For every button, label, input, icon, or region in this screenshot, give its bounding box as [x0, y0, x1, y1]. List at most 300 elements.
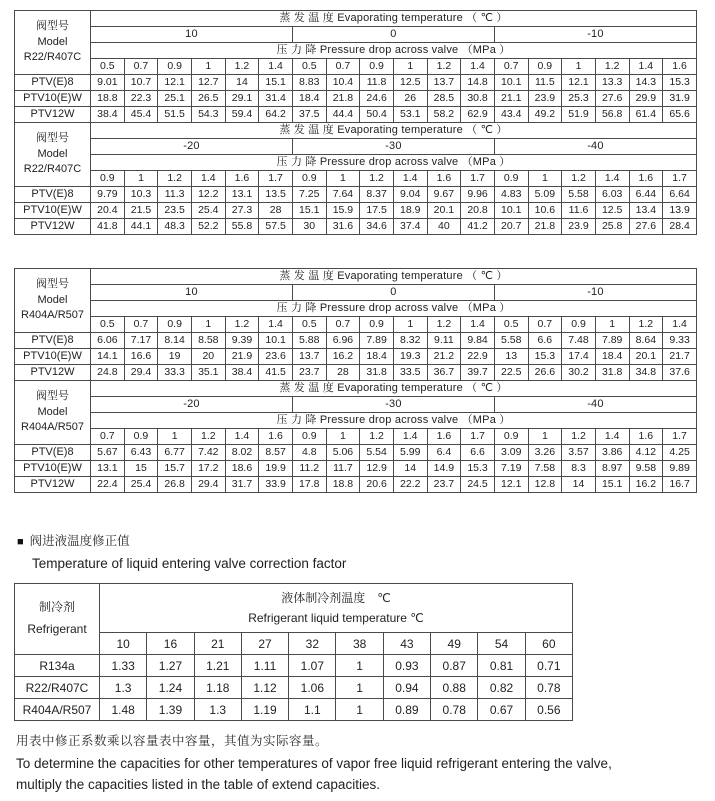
capacity-row: [15, 477, 697, 493]
capacity-value-cell: 29.4: [124, 365, 158, 381]
capacity-value-cell: 9.89: [663, 461, 697, 477]
row-label-cell: PTV10(E)W: [15, 349, 91, 365]
capacity-value-cell: 8.37: [360, 187, 394, 203]
evap-header-cell: 蒸 发 温 度 Evaporating temperature （ ℃ ）: [91, 123, 697, 139]
capacity-value-cell: 10.3: [124, 187, 158, 203]
model-cell: 阀型号 Model R404A/R507: [15, 381, 91, 445]
capacity-value-cell: 18.9: [393, 203, 427, 219]
correction-factor-cell: 0.87: [431, 655, 478, 677]
capacity-value-cell: 10.1: [494, 203, 528, 219]
header-row-evap: [15, 381, 697, 397]
capacity-value-cell: 17.8: [292, 477, 326, 493]
footer-note-en-line1: To determine the capacities for other temperatures of vapor free liquid refrigerant entering the valve,: [16, 756, 612, 771]
correction-factor-cell: 0.67: [478, 699, 525, 721]
capacity-value-cell: 16.2: [326, 349, 360, 365]
capacity-value-cell: 8.97: [595, 461, 629, 477]
pressure-header-cell: 压 力 降 Pressure drop across valve （MPa ）: [91, 301, 697, 317]
capacity-value-cell: 13.1: [91, 461, 125, 477]
capacity-value-cell: 9.79: [91, 187, 125, 203]
capacity-value-cell: 14.8: [461, 75, 495, 91]
pressure-values-row: [15, 429, 697, 445]
capacity-value-cell: 26.6: [528, 365, 562, 381]
correction-factor-cell: 1.11: [241, 655, 288, 677]
capacity-value-cell: 45.4: [124, 107, 158, 123]
pressure-value-cell: 1.7: [663, 429, 697, 445]
evap-temp-cell: 10: [91, 285, 293, 301]
capacity-value-cell: 8.58: [191, 333, 225, 349]
capacity-value-cell: 10.1: [494, 75, 528, 91]
capacity-table-r22-r407c: [14, 10, 697, 235]
capacity-value-cell: 7.17: [124, 333, 158, 349]
correction-factor-cell: 0.56: [525, 699, 572, 721]
pressure-header-cell: 压 力 降 Pressure drop across valve （MPa ）: [91, 43, 697, 59]
capacity-value-cell: 18.8: [326, 477, 360, 493]
capacity-value-cell: 8.3: [562, 461, 596, 477]
pressure-value-cell: 1: [191, 59, 225, 75]
capacity-value-cell: 5.88: [292, 333, 326, 349]
capacity-value-cell: 18.8: [91, 91, 125, 107]
liquid-temp-cell: 49: [431, 633, 478, 655]
capacity-value-cell: 37.6: [663, 365, 697, 381]
refrigerant-label-cell: R22/R407C: [15, 677, 100, 699]
capacity-value-cell: 18.4: [292, 91, 326, 107]
pressure-value-cell: 1.4: [259, 59, 293, 75]
pressure-value-cell: 1.4: [393, 171, 427, 187]
capacity-value-cell: 8.64: [629, 333, 663, 349]
capacity-value-cell: 6.06: [91, 333, 125, 349]
pressure-value-cell: 1.4: [595, 171, 629, 187]
pressure-value-cell: 1.6: [427, 171, 461, 187]
correction-factor-cell: 1.3: [100, 677, 147, 699]
liquid-temp-cell: 32: [289, 633, 336, 655]
capacity-value-cell: 20.4: [91, 203, 125, 219]
capacity-value-cell: 27.3: [225, 203, 259, 219]
capacity-value-cell: 26: [393, 91, 427, 107]
capacity-value-cell: 11.5: [528, 75, 562, 91]
header-row-temps: [15, 27, 697, 43]
capacity-value-cell: 21.8: [528, 219, 562, 235]
capacity-row: [15, 91, 697, 107]
capacity-value-cell: 33.3: [158, 365, 192, 381]
correction-row: [15, 699, 573, 721]
header-row-evap: [15, 11, 697, 27]
pressure-value-cell: 0.9: [528, 59, 562, 75]
capacity-value-cell: 6.6: [461, 445, 495, 461]
capacity-value-cell: 8.14: [158, 333, 192, 349]
capacity-value-cell: 6.77: [158, 445, 192, 461]
correction-factor-cell: 1.48: [100, 699, 147, 721]
pressure-values-row: [15, 59, 697, 75]
capacity-value-cell: 7.42: [191, 445, 225, 461]
capacity-row: [15, 445, 697, 461]
capacity-value-cell: 13: [494, 349, 528, 365]
capacity-value-cell: 10.6: [528, 203, 562, 219]
pressure-value-cell: 1.4: [663, 317, 697, 333]
capacity-value-cell: 23.9: [528, 91, 562, 107]
pressure-value-cell: 1.7: [461, 429, 495, 445]
capacity-value-cell: 9.01: [91, 75, 125, 91]
capacity-value-cell: 10.7: [124, 75, 158, 91]
correction-factor-cell: 0.89: [383, 699, 430, 721]
capacity-value-cell: 7.25: [292, 187, 326, 203]
capacity-value-cell: 23.5: [158, 203, 192, 219]
correction-factor-cell: 1.18: [194, 677, 241, 699]
capacity-value-cell: 9.39: [225, 333, 259, 349]
capacity-value-cell: 50.4: [360, 107, 394, 123]
capacity-value-cell: 11.7: [326, 461, 360, 477]
capacity-value-cell: 13.4: [629, 203, 663, 219]
correction-header-row: [15, 584, 573, 633]
capacity-value-cell: 24.6: [360, 91, 394, 107]
capacity-value-cell: 12.5: [595, 203, 629, 219]
correction-factor-cell: 1: [336, 699, 383, 721]
correction-factor-cell: 1.3: [194, 699, 241, 721]
capacity-value-cell: 28: [259, 203, 293, 219]
evap-header-cell: 蒸 发 温 度 Evaporating temperature （ ℃ ）: [91, 11, 697, 27]
correction-factor-cell: 1.06: [289, 677, 336, 699]
correction-factor-cell: 1.39: [147, 699, 194, 721]
capacity-row: [15, 107, 697, 123]
row-label-cell: PTV10(E)W: [15, 461, 91, 477]
capacity-value-cell: 13.7: [427, 75, 461, 91]
pressure-value-cell: 0.9: [158, 317, 192, 333]
capacity-value-cell: 35.1: [191, 365, 225, 381]
capacity-value-cell: 15.1: [292, 203, 326, 219]
pressure-value-cell: 0.9: [360, 317, 394, 333]
capacity-value-cell: 6.64: [663, 187, 697, 203]
capacity-value-cell: 26.5: [191, 91, 225, 107]
evap-temp-cell: 0: [292, 285, 494, 301]
pressure-value-cell: 1.6: [663, 59, 697, 75]
capacity-value-cell: 6.4: [427, 445, 461, 461]
capacity-value-cell: 12.1: [562, 75, 596, 91]
capacity-value-cell: 16.6: [124, 349, 158, 365]
pressure-value-cell: 1.4: [461, 317, 495, 333]
header-row-temps: [15, 139, 697, 155]
capacity-value-cell: 8.32: [393, 333, 427, 349]
evap-header-cell: 蒸 发 温 度 Evaporating temperature （ ℃ ）: [91, 269, 697, 285]
pressure-value-cell: 0.5: [292, 59, 326, 75]
capacity-value-cell: 28.5: [427, 91, 461, 107]
capacity-value-cell: 33.9: [259, 477, 293, 493]
capacity-value-cell: 62.9: [461, 107, 495, 123]
capacity-value-cell: 5.09: [528, 187, 562, 203]
capacity-value-cell: 13.3: [595, 75, 629, 91]
correction-factor-cell: 0.94: [383, 677, 430, 699]
pressure-value-cell: 0.5: [91, 59, 125, 75]
correction-factor-cell: 1.12: [241, 677, 288, 699]
correction-factor-cell: 1: [336, 655, 383, 677]
capacity-value-cell: 19.3: [393, 349, 427, 365]
capacity-value-cell: 12.7: [191, 75, 225, 91]
capacity-value-cell: 15: [124, 461, 158, 477]
header-row-pressure: [15, 155, 697, 171]
section-heading-cn: 阀进液温度修正值: [29, 534, 130, 548]
pressure-value-cell: 1.6: [225, 171, 259, 187]
capacity-value-cell: 48.3: [158, 219, 192, 235]
capacity-value-cell: 14: [393, 461, 427, 477]
pressure-value-cell: 1.2: [562, 429, 596, 445]
pressure-value-cell: 0.7: [124, 317, 158, 333]
capacity-value-cell: 20.1: [427, 203, 461, 219]
capacity-value-cell: 14: [562, 477, 596, 493]
capacity-value-cell: 18.6: [225, 461, 259, 477]
correction-factor-cell: 0.81: [478, 655, 525, 677]
section-heading: [17, 531, 346, 571]
pressure-value-cell: 1.2: [562, 171, 596, 187]
capacity-value-cell: 18.4: [595, 349, 629, 365]
capacity-value-cell: 3.57: [562, 445, 596, 461]
capacity-value-cell: 6.44: [629, 187, 663, 203]
pressure-value-cell: 1.2: [360, 429, 394, 445]
section-bullet-icon: ■: [17, 536, 24, 548]
capacity-value-cell: 12.8: [528, 477, 562, 493]
pressure-value-cell: 1.2: [595, 59, 629, 75]
capacity-value-cell: 22.4: [91, 477, 125, 493]
capacity-value-cell: 33.5: [393, 365, 427, 381]
pressure-header-cell: 压 力 降 Pressure drop across valve （MPa ）: [91, 155, 697, 171]
capacity-value-cell: 11.3: [158, 187, 192, 203]
liquid-temp-cell: 27: [241, 633, 288, 655]
capacity-value-cell: 3.09: [494, 445, 528, 461]
pressure-value-cell: 1.2: [427, 59, 461, 75]
capacity-value-cell: 5.54: [360, 445, 394, 461]
pressure-value-cell: 0.9: [292, 429, 326, 445]
capacity-value-cell: 27.6: [629, 219, 663, 235]
correction-factor-cell: 1.27: [147, 655, 194, 677]
pressure-value-cell: 1: [124, 171, 158, 187]
capacity-value-cell: 21.1: [494, 91, 528, 107]
row-label-cell: PTV(E)8: [15, 187, 91, 203]
capacity-value-cell: 51.9: [562, 107, 596, 123]
capacity-row: [15, 187, 697, 203]
capacity-table-r404a-r507: [14, 268, 697, 493]
correction-factor-cell: 0.71: [525, 655, 572, 677]
capacity-value-cell: 16.2: [629, 477, 663, 493]
capacity-value-cell: 22.2: [393, 477, 427, 493]
capacity-value-cell: 37.5: [292, 107, 326, 123]
capacity-value-cell: 56.8: [595, 107, 629, 123]
capacity-value-cell: 21.8: [326, 91, 360, 107]
capacity-value-cell: 10.1: [259, 333, 293, 349]
pressure-value-cell: 1.7: [663, 171, 697, 187]
liquid-temp-cell: 43: [383, 633, 430, 655]
correction-factor-cell: 1: [336, 677, 383, 699]
capacity-value-cell: 29.9: [629, 91, 663, 107]
row-label-cell: PTV12W: [15, 219, 91, 235]
capacity-value-cell: 55.8: [225, 219, 259, 235]
capacity-row: [15, 365, 697, 381]
capacity-value-cell: 15.3: [528, 349, 562, 365]
capacity-value-cell: 30.2: [562, 365, 596, 381]
pressure-value-cell: 0.9: [494, 171, 528, 187]
capacity-value-cell: 4.83: [494, 187, 528, 203]
capacity-value-cell: 41.2: [461, 219, 495, 235]
header-row-pressure: [15, 301, 697, 317]
pressure-value-cell: 1.2: [360, 171, 394, 187]
pressure-value-cell: 0.7: [494, 59, 528, 75]
capacity-value-cell: 9.11: [427, 333, 461, 349]
pressure-value-cell: 1.4: [393, 429, 427, 445]
correction-factor-cell: 0.88: [431, 677, 478, 699]
pressure-value-cell: 1.6: [427, 429, 461, 445]
pressure-value-cell: 1.4: [225, 429, 259, 445]
capacity-value-cell: 31.6: [326, 219, 360, 235]
capacity-value-cell: 57.5: [259, 219, 293, 235]
capacity-value-cell: 14.9: [427, 461, 461, 477]
capacity-value-cell: 4.25: [663, 445, 697, 461]
capacity-value-cell: 7.89: [360, 333, 394, 349]
capacity-value-cell: 38.4: [225, 365, 259, 381]
capacity-value-cell: 8.02: [225, 445, 259, 461]
capacity-value-cell: 5.67: [91, 445, 125, 461]
capacity-value-cell: 23.6: [259, 349, 293, 365]
capacity-value-cell: 20: [191, 349, 225, 365]
evap-temp-cell: -20: [91, 397, 293, 413]
capacity-value-cell: 12.5: [393, 75, 427, 91]
correction-factor-cell: 0.78: [525, 677, 572, 699]
capacity-value-cell: 44.4: [326, 107, 360, 123]
pressure-value-cell: 1: [191, 317, 225, 333]
evap-temp-cell: -30: [292, 397, 494, 413]
capacity-value-cell: 15.1: [259, 75, 293, 91]
capacity-row: [15, 349, 697, 365]
pressure-value-cell: 1.2: [225, 317, 259, 333]
row-label-cell: PTV(E)8: [15, 445, 91, 461]
capacity-value-cell: 4.12: [629, 445, 663, 461]
pressure-value-cell: 0.9: [292, 171, 326, 187]
capacity-value-cell: 21.5: [124, 203, 158, 219]
row-label-cell: PTV10(E)W: [15, 91, 91, 107]
footer-note-en-line2: multiply the capacities listed in the table of extend capacities.: [16, 777, 380, 792]
refrigerant-label-cell: R134a: [15, 655, 100, 677]
liquid-temp-header-cell: 液体制冷剂温度 ℃ Refrigerant liquid temperature ℃: [100, 584, 573, 633]
capacity-value-cell: 5.58: [494, 333, 528, 349]
capacity-value-cell: 6.43: [124, 445, 158, 461]
pressure-value-cell: 1: [528, 171, 562, 187]
capacity-value-cell: 25.1: [158, 91, 192, 107]
capacity-value-cell: 58.2: [427, 107, 461, 123]
capacity-table: [14, 268, 697, 493]
pressure-value-cell: 1.4: [259, 317, 293, 333]
pressure-value-cell: 0.9: [124, 429, 158, 445]
capacity-value-cell: 39.7: [461, 365, 495, 381]
capacity-value-cell: 9.33: [663, 333, 697, 349]
capacity-value-cell: 23.7: [427, 477, 461, 493]
pressure-value-cell: 1.4: [461, 59, 495, 75]
evap-temp-cell: 0: [292, 27, 494, 43]
capacity-value-cell: 29.4: [191, 477, 225, 493]
row-label-cell: PTV12W: [15, 365, 91, 381]
capacity-value-cell: 31.8: [360, 365, 394, 381]
capacity-value-cell: 41.5: [259, 365, 293, 381]
capacity-value-cell: 7.48: [562, 333, 596, 349]
pressure-value-cell: 1.2: [191, 429, 225, 445]
capacity-value-cell: 17.2: [191, 461, 225, 477]
evap-temp-cell: -40: [494, 139, 696, 155]
correction-factor-cell: 1.21: [194, 655, 241, 677]
pressure-value-cell: 1: [393, 59, 427, 75]
refrigerant-header-cell: 制冷剂 Refrigerant: [15, 584, 100, 655]
pressure-value-cell: 0.7: [326, 317, 360, 333]
capacity-value-cell: 12.1: [494, 477, 528, 493]
pressure-value-cell: 0.5: [494, 317, 528, 333]
pressure-values-row: [15, 171, 697, 187]
capacity-value-cell: 36.7: [427, 365, 461, 381]
capacity-value-cell: 20.8: [461, 203, 495, 219]
capacity-value-cell: 27.6: [595, 91, 629, 107]
capacity-row: [15, 203, 697, 219]
capacity-value-cell: 31.4: [259, 91, 293, 107]
capacity-value-cell: 19.9: [259, 461, 293, 477]
capacity-value-cell: 44.1: [124, 219, 158, 235]
pressure-value-cell: 1.6: [259, 429, 293, 445]
capacity-value-cell: 6.6: [528, 333, 562, 349]
pressure-value-cell: 0.5: [91, 317, 125, 333]
evap-temp-cell: 10: [91, 27, 293, 43]
capacity-value-cell: 29.1: [225, 91, 259, 107]
capacity-value-cell: 7.64: [326, 187, 360, 203]
evap-temp-cell: -30: [292, 139, 494, 155]
capacity-value-cell: 43.4: [494, 107, 528, 123]
capacity-value-cell: 53.1: [393, 107, 427, 123]
row-label-cell: PTV(E)8: [15, 333, 91, 349]
capacity-value-cell: 54.3: [191, 107, 225, 123]
pressure-value-cell: 1.2: [158, 171, 192, 187]
capacity-row: [15, 461, 697, 477]
model-cell: 阀型号 Model R22/R407C: [15, 11, 91, 75]
correction-factor-table: [14, 583, 573, 721]
liquid-temp-cell: 21: [194, 633, 241, 655]
capacity-value-cell: 9.04: [393, 187, 427, 203]
pressure-value-cell: 0.7: [124, 59, 158, 75]
capacity-value-cell: 9.96: [461, 187, 495, 203]
capacity-value-cell: 9.58: [629, 461, 663, 477]
correction-factor-cell: 0.82: [478, 677, 525, 699]
row-label-cell: PTV12W: [15, 477, 91, 493]
capacity-value-cell: 9.67: [427, 187, 461, 203]
capacity-value-cell: 34.8: [629, 365, 663, 381]
capacity-value-cell: 30: [292, 219, 326, 235]
capacity-value-cell: 8.57: [259, 445, 293, 461]
capacity-value-cell: 17.4: [562, 349, 596, 365]
pressure-value-cell: 1.4: [629, 59, 663, 75]
model-cell: 阀型号 Model R404A/R507: [15, 269, 91, 333]
capacity-value-cell: 9.84: [461, 333, 495, 349]
capacity-value-cell: 11.8: [360, 75, 394, 91]
capacity-value-cell: 37.4: [393, 219, 427, 235]
evap-temp-cell: -40: [494, 397, 696, 413]
pressure-value-cell: 1.7: [259, 171, 293, 187]
capacity-value-cell: 19: [158, 349, 192, 365]
capacity-value-cell: 31.7: [225, 477, 259, 493]
capacity-value-cell: 13.1: [225, 187, 259, 203]
capacity-value-cell: 52.2: [191, 219, 225, 235]
liquid-temp-cell: 16: [147, 633, 194, 655]
row-label-cell: PTV12W: [15, 107, 91, 123]
capacity-value-cell: 64.2: [259, 107, 293, 123]
capacity-value-cell: 7.19: [494, 461, 528, 477]
header-row-evap: [15, 269, 697, 285]
section-heading-en: Temperature of liquid entering valve correction factor: [32, 556, 347, 571]
capacity-value-cell: 21.2: [427, 349, 461, 365]
capacity-value-cell: 14: [225, 75, 259, 91]
pressure-value-cell: 0.9: [562, 317, 596, 333]
capacity-value-cell: 3.86: [595, 445, 629, 461]
pressure-value-cell: 1: [326, 171, 360, 187]
capacity-value-cell: 3.26: [528, 445, 562, 461]
capacity-value-cell: 12.2: [191, 187, 225, 203]
